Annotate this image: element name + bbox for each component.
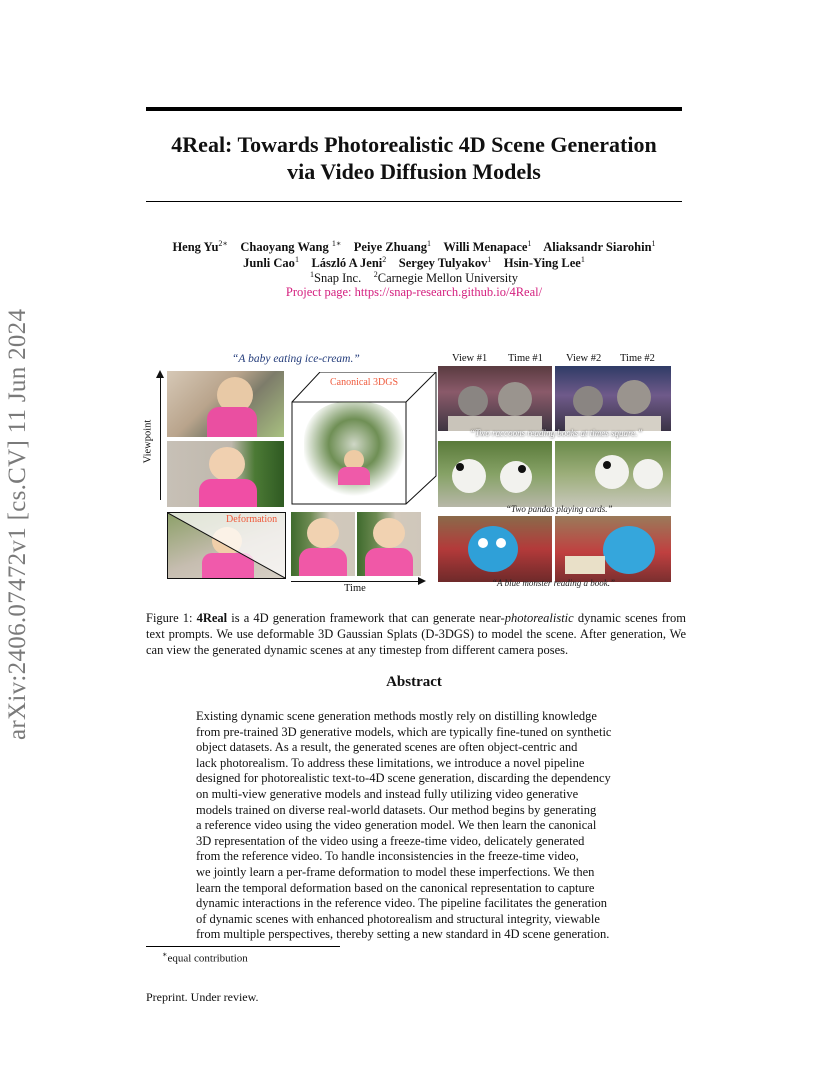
- raccoons-view2-image: [555, 366, 671, 431]
- time-arrow-icon: [418, 577, 426, 585]
- author: Junli Cao$^1$: [243, 255, 299, 271]
- time-label: Time: [344, 583, 366, 594]
- abstract-line: dynamic interactions in the reference video. The pipeline facilitates the generation: [196, 896, 608, 911]
- pandas-view2-image: [555, 441, 671, 507]
- paper-title-line2: via Video Diffusion Models: [287, 159, 541, 184]
- baby-view-2-image: [167, 441, 284, 507]
- canonical-cube: [290, 372, 438, 506]
- author: Chaoyang Wang $^{1∗}$: [240, 239, 342, 255]
- baby-prompt: “A baby eating ice-cream.”: [232, 353, 360, 365]
- abstract-line: 3D representation of the video using a freeze-time video, delicately generated: [196, 833, 585, 848]
- pandas-prompt: “Two pandas playing cards.”: [506, 504, 613, 514]
- abstract-line: models trained on diverse real-world datasets. Our method begins by generating: [196, 802, 597, 817]
- author: Willi Menapace$^1$: [443, 239, 532, 255]
- col-header-view1: View #1: [452, 353, 488, 364]
- arxiv-side-stamp: arXiv:2406.07472v1 [cs.CV] 11 Jun 2024: [4, 308, 31, 740]
- author: Sergey Tulyakov$^1$: [398, 255, 492, 271]
- abstract-line: we jointly learn a per-frame deformation to model these imperfections. We then: [196, 864, 595, 879]
- baby-time-1-image: [291, 512, 355, 576]
- affiliations: $^1$Snap Inc. $^2$Carnegie Mellon University: [310, 270, 518, 286]
- raccoons-view1-image: [438, 366, 552, 431]
- preprint-note: Preprint. Under review.: [146, 990, 259, 1004]
- raccoons-prompt: “Two raccoons reading books at times square.”: [470, 428, 643, 438]
- authors-line1: [100, 239, 728, 255]
- paper-title-line1: 4Real: Towards Photorealistic 4D Scene Generation: [171, 132, 657, 157]
- abstract-line: from pre-trained 3D generative models, which are typically fine-tuned on synthetic: [196, 724, 612, 739]
- abstract-line: a reference video using the video generation model. We then learn the canonical: [196, 818, 597, 833]
- author: László A Jeni$^2$: [311, 255, 387, 271]
- project-page-link[interactable]: Project page: https://snap-research.github.io/4Real/: [285, 285, 543, 299]
- abstract-heading: Abstract: [386, 674, 442, 690]
- abstract-line: from the reference video. To handle inconsistencies in the freeze-time video,: [196, 849, 579, 864]
- abstract-body: [196, 709, 632, 943]
- monster-view1-image: [438, 516, 552, 582]
- viewpoint-label: Viewpoint: [142, 419, 154, 464]
- footnote-rule: [146, 946, 340, 947]
- monster-view2-image: [555, 516, 671, 582]
- authors-line2: [100, 255, 728, 271]
- pandas-view1-image: [438, 441, 552, 507]
- footnote: ∗equal contribution: [162, 950, 248, 965]
- col-header-time1: Time #1: [508, 353, 543, 364]
- author: Peiye Zhuang$^1$: [353, 239, 432, 255]
- abstract-line: learn the temporal deformation based on the canonical representation to capture: [196, 880, 595, 895]
- baby-time-2-image: [357, 512, 421, 576]
- col-header-time2: Time #2: [620, 353, 655, 364]
- baby-view-1-image: [167, 371, 284, 437]
- abstract-line: Existing dynamic scene generation methods mostly rely on distilling knowledge: [196, 709, 597, 723]
- canonical-3dgs-label: Canonical 3DGS: [330, 377, 399, 388]
- monster-prompt: “A blue monster reading a book.”: [492, 578, 615, 588]
- title-top-rule: [146, 107, 682, 111]
- author: Aliaksandr Siarohin$^1$: [543, 239, 656, 255]
- viewpoint-arrow-icon: [156, 370, 164, 378]
- author: Hsin-Ying Lee$^1$: [503, 255, 585, 271]
- title-bottom-rule: [146, 201, 682, 202]
- deformation-label: Deformation: [226, 514, 278, 525]
- figure-caption: Figure 1: 4Real is a 4D generation framework that can generate near-photorealistic dynamic scenes from text prompts. We use deformable 3D Gaussian Splats (D-3DGS) to model the scene. After generation, We can view the generated dynamic scenes at any timestep from different camera poses.: [146, 611, 686, 657]
- time-axis: [291, 581, 419, 582]
- abstract-line: lack photorealism. To address these limitations, we introduce a novel pipeline: [196, 755, 585, 770]
- abstract-line: from multiple perspectives, thereby setting a new standard in 4D scene generation.: [196, 927, 610, 942]
- viewpoint-axis: [160, 376, 161, 500]
- abstract-line: of dynamic scenes with enhanced photorealism and structural integrity, viewable: [196, 911, 600, 926]
- abstract-line: on multi-view generative models and instead fully utilizing video generative: [196, 786, 579, 801]
- col-header-view2: View #2: [566, 353, 602, 364]
- author: Heng $Yu^{2∗}$: [172, 239, 228, 255]
- abstract-line: object datasets. As a result, the generated scenes are often object-centric and: [196, 740, 578, 755]
- abstract-line: designed for photorealistic text-to-4D scene generation, discarding the dependency: [196, 771, 611, 786]
